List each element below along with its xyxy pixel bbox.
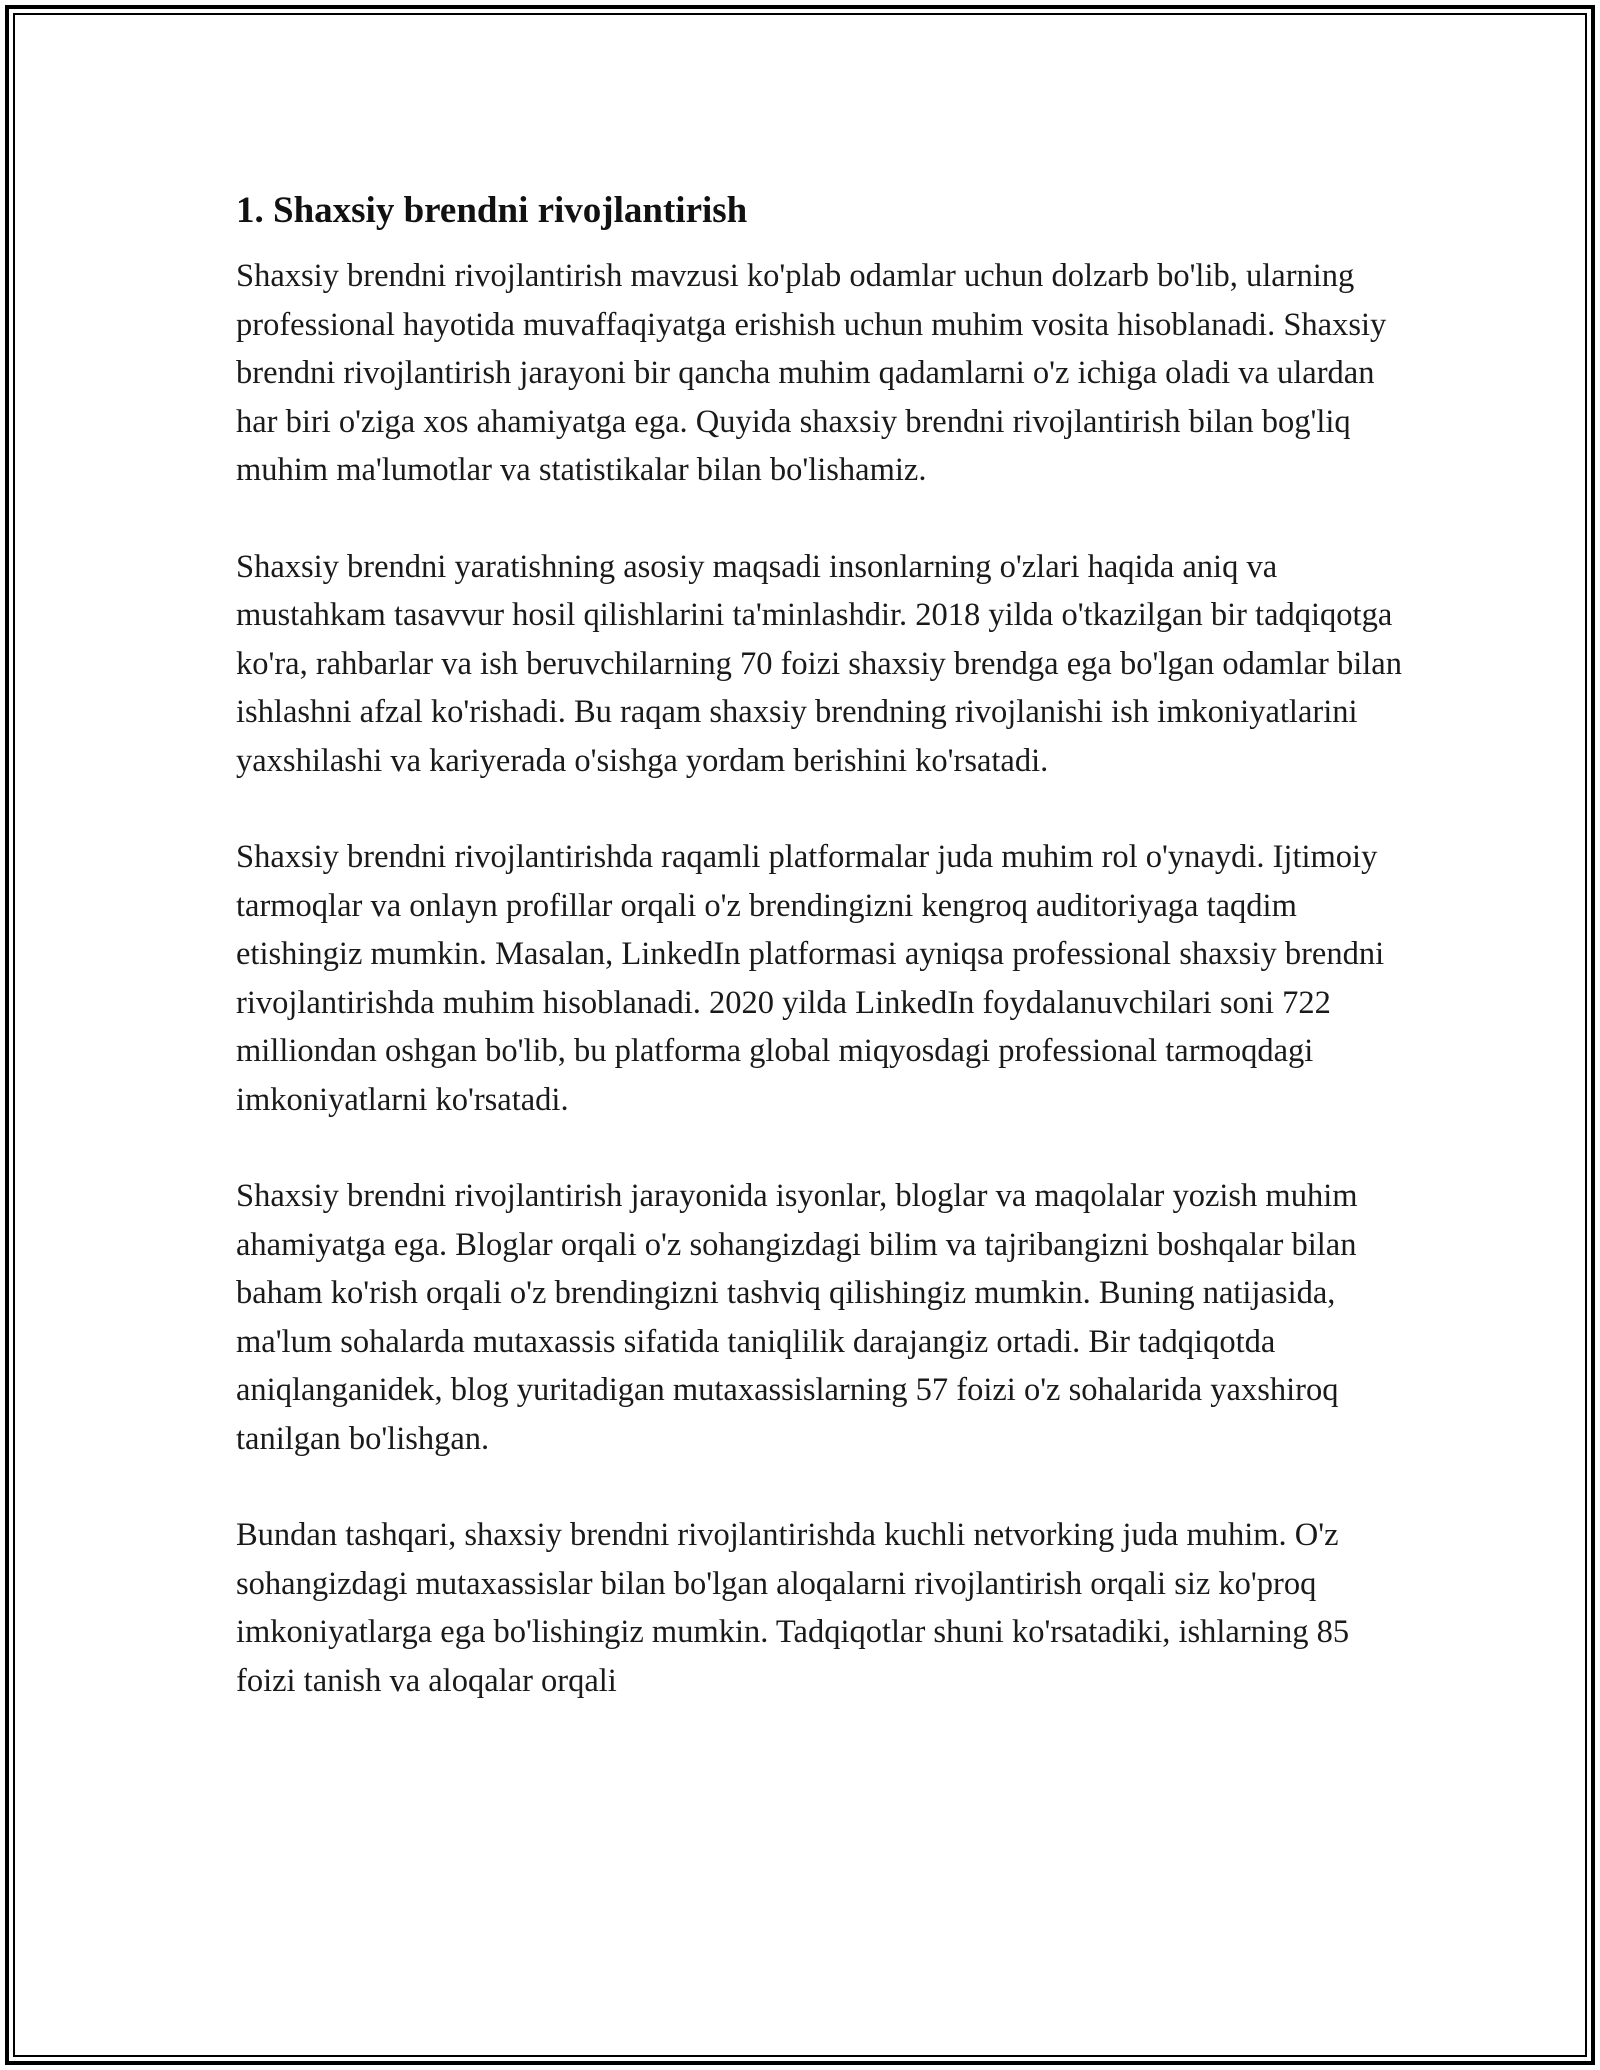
- paragraph-1: Shaxsiy brendni rivojlantirish mavzusi ko'plab odamlar uchun dolzarb bo'lib, ularning professional hayotida muvaffaqiyatga erishish uchun muhim vosita hisoblanadi. Shaxsiy brendni rivojlantirish jarayoni bir qancha muhim qadamlarni o'z ichiga oladi va ulardan har biri o'ziga xos ahamiyatga ega. Quyida shaxsiy brendni rivojlantirish bilan bog'liq muhim ma'lumotlar va statistikalar bilan bo'lishamiz.: [236, 258, 1387, 488]
- paragraph-4: Shaxsiy brendni rivojlantirish jarayonida isyonlar, bloglar va maqolalar yozish muhim ahamiyatga ega. Bloglar orqali o'z sohangizdagi bilim va tajribangizni boshqalar bilan baham ko'rish orqali o'z brendingizni tashviq qilishingiz mumkin. Buning natijasida, ma'lum sohalarda mutaxassis sifatida taniqlilik darajangiz ortadi. Bir tadqiqotda aniqlanganidek, blog yuritadigan mutaxassislarning 57 foizi o'z sohalarida yaxshiroq tanilgan bo'lishgan.: [236, 1178, 1358, 1457]
- paragraph-3: Shaxsiy brendni rivojlantirishda raqamli platformalar juda muhim rol o'ynaydi. Ijtimoiy tarmoqlar va onlayn profillar orqali o'z brendingizni kengroq auditoriyaga taqdim etishingiz mumkin. Masalan, LinkedIn platformasi ayniqsa professional shaxsiy brendni rivojlantirishda muhim hisoblanadi. 2020 yilda LinkedIn foydalanuvchilari soni 722 milliondan oshgan bo'lib, bu platforma global miqyosdagi professional tarmoqdagi imkoniyatlarni ko'rsatadi.: [236, 839, 1385, 1118]
- document-body: [236, 185, 1416, 1753]
- section-heading: 1. Shaxsiy brendni rivojlantirish: [236, 190, 748, 231]
- paragraph-5: Bundan tashqari, shaxsiy brendni rivojlantirishda kuchli netvorking juda muhim. O'z sohangizdagi mutaxassislar bilan bo'lgan aloqalarni rivojlantirish orqali siz ko'proq imkoniyatlarga ega bo'lishingiz mumkin. Tadqiqotlar shuni ko'rsatadiki, ishlarning 85 foizi tanish va aloqalar orqali: [236, 1517, 1350, 1699]
- paragraph-2: Shaxsiy brendni yaratishning asosiy maqsadi insonlarning o'zlari haqida aniq va mustahkam tasavvur hosil qilishlarini ta'minlashdir. 2018 yilda o'tkazilgan bir tadqiqotga ko'ra, rahbarlar va ish beruvchilarning 70 foizi shaxsiy brendga ega bo'lgan odamlar bilan ishlashni afzal ko'rishadi. Bu raqam shaxsiy brendning rivojlanishi ish imkoniyatlarini yaxshilashi va kariyerada o'sishga yordam berishini ko'rsatadi.: [236, 548, 1402, 779]
